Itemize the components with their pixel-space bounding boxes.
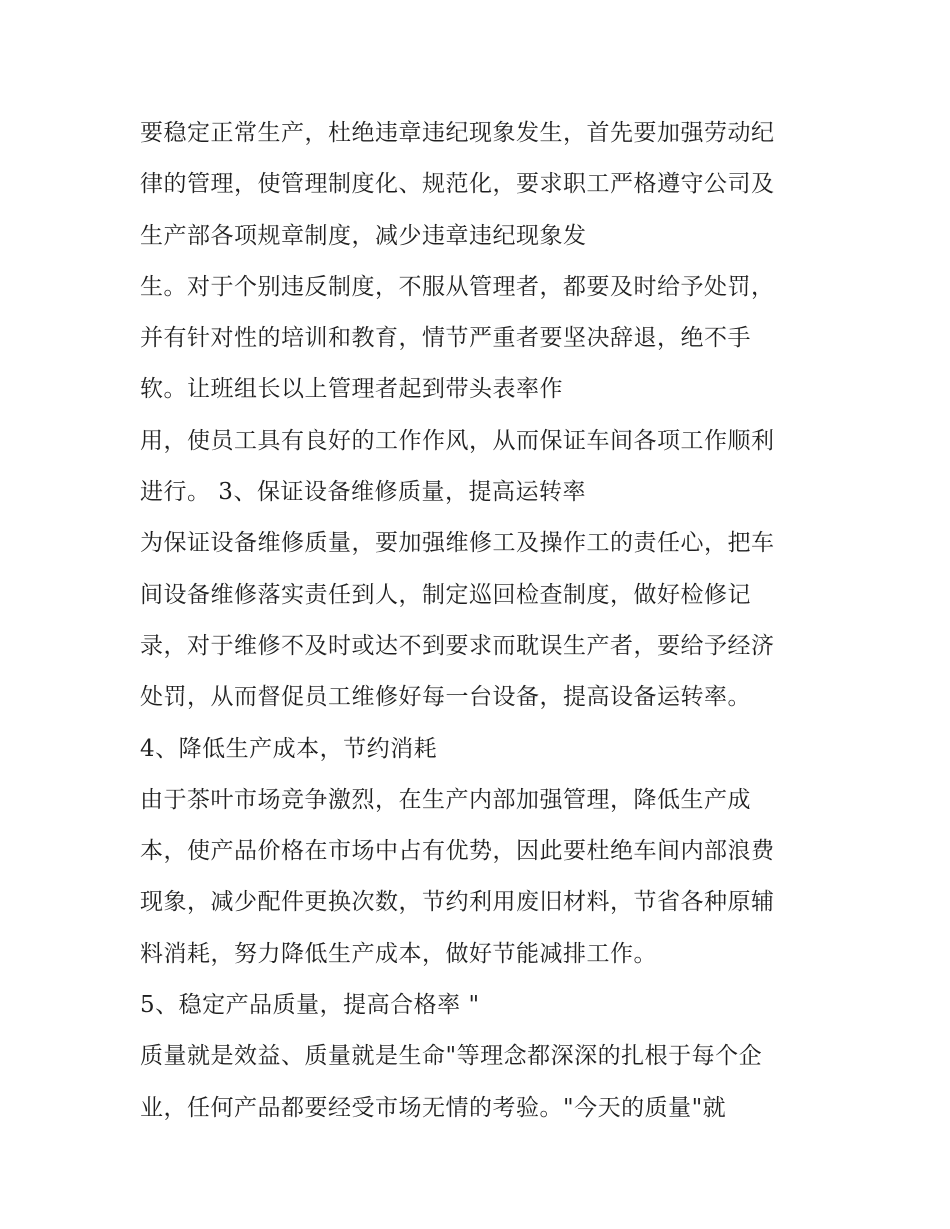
text-line: 生产部各项规章制度，减少违章违纪现象发	[140, 222, 587, 249]
text-line: 软。让班组长以上管理者起到带头表率作	[140, 376, 563, 403]
text-line: 处罚，从而督促员工维修好每一台设备，提高设备运转率。	[140, 684, 751, 711]
text-line: 料消耗，努力降低生产成本，做好节能减排工作。	[140, 940, 657, 967]
text-line: 要稳定正常生产，杜绝违章违纪现象发生，首先要加强劳动纪	[140, 120, 775, 146]
section-heading-5: 5、稳定产品质量，提高合格率 "	[140, 992, 480, 1019]
section-heading-3: 进行。 3、保证设备维修质量，提高运转率	[140, 479, 586, 506]
text-line: 质量就是效益、质量就是生命"等理念都深深的扎根于每个企	[140, 1043, 763, 1070]
text-line: 由于茶叶市场竞争激烈，在生产内部加强管理，降低生产成	[140, 786, 751, 813]
text-line: 生。对于个别违反制度，不服从管理者，都要及时给予处罚，	[140, 273, 775, 300]
text-line: 本，使产品价格在市场中占有优势，因此要杜绝车间内部浪费	[140, 838, 775, 865]
text-line: 并有针对性的培训和教育，情节严重者要坚决辞退，绝不手	[140, 325, 751, 352]
text-line: 用，使员工具有良好的工作作风，从而保证车间各项工作顺利	[140, 427, 775, 454]
body-text	[140, 108, 820, 1134]
text-line: 现象，减少配件更换次数，节约利用废旧材料，节省各种原辅	[140, 889, 775, 916]
text-line: 为保证设备维修质量，要加强维修工及操作工的责任心，把车	[140, 530, 775, 557]
text-line: 录，对于维修不及时或达不到要求而耽误生产者，要给予经济	[140, 632, 775, 659]
text-line: 业，任何产品都要经受市场无情的考验。"今天的质量"就	[140, 1094, 727, 1121]
section-heading-4: 4、降低生产成本，节约消耗	[140, 735, 438, 762]
text-line: 间设备维修落实责任到人，制定巡回检查制度，做好检修记	[140, 581, 751, 608]
text-line: 律的管理，使管理制度化、规范化，要求职工严格遵守公司及	[140, 171, 775, 198]
